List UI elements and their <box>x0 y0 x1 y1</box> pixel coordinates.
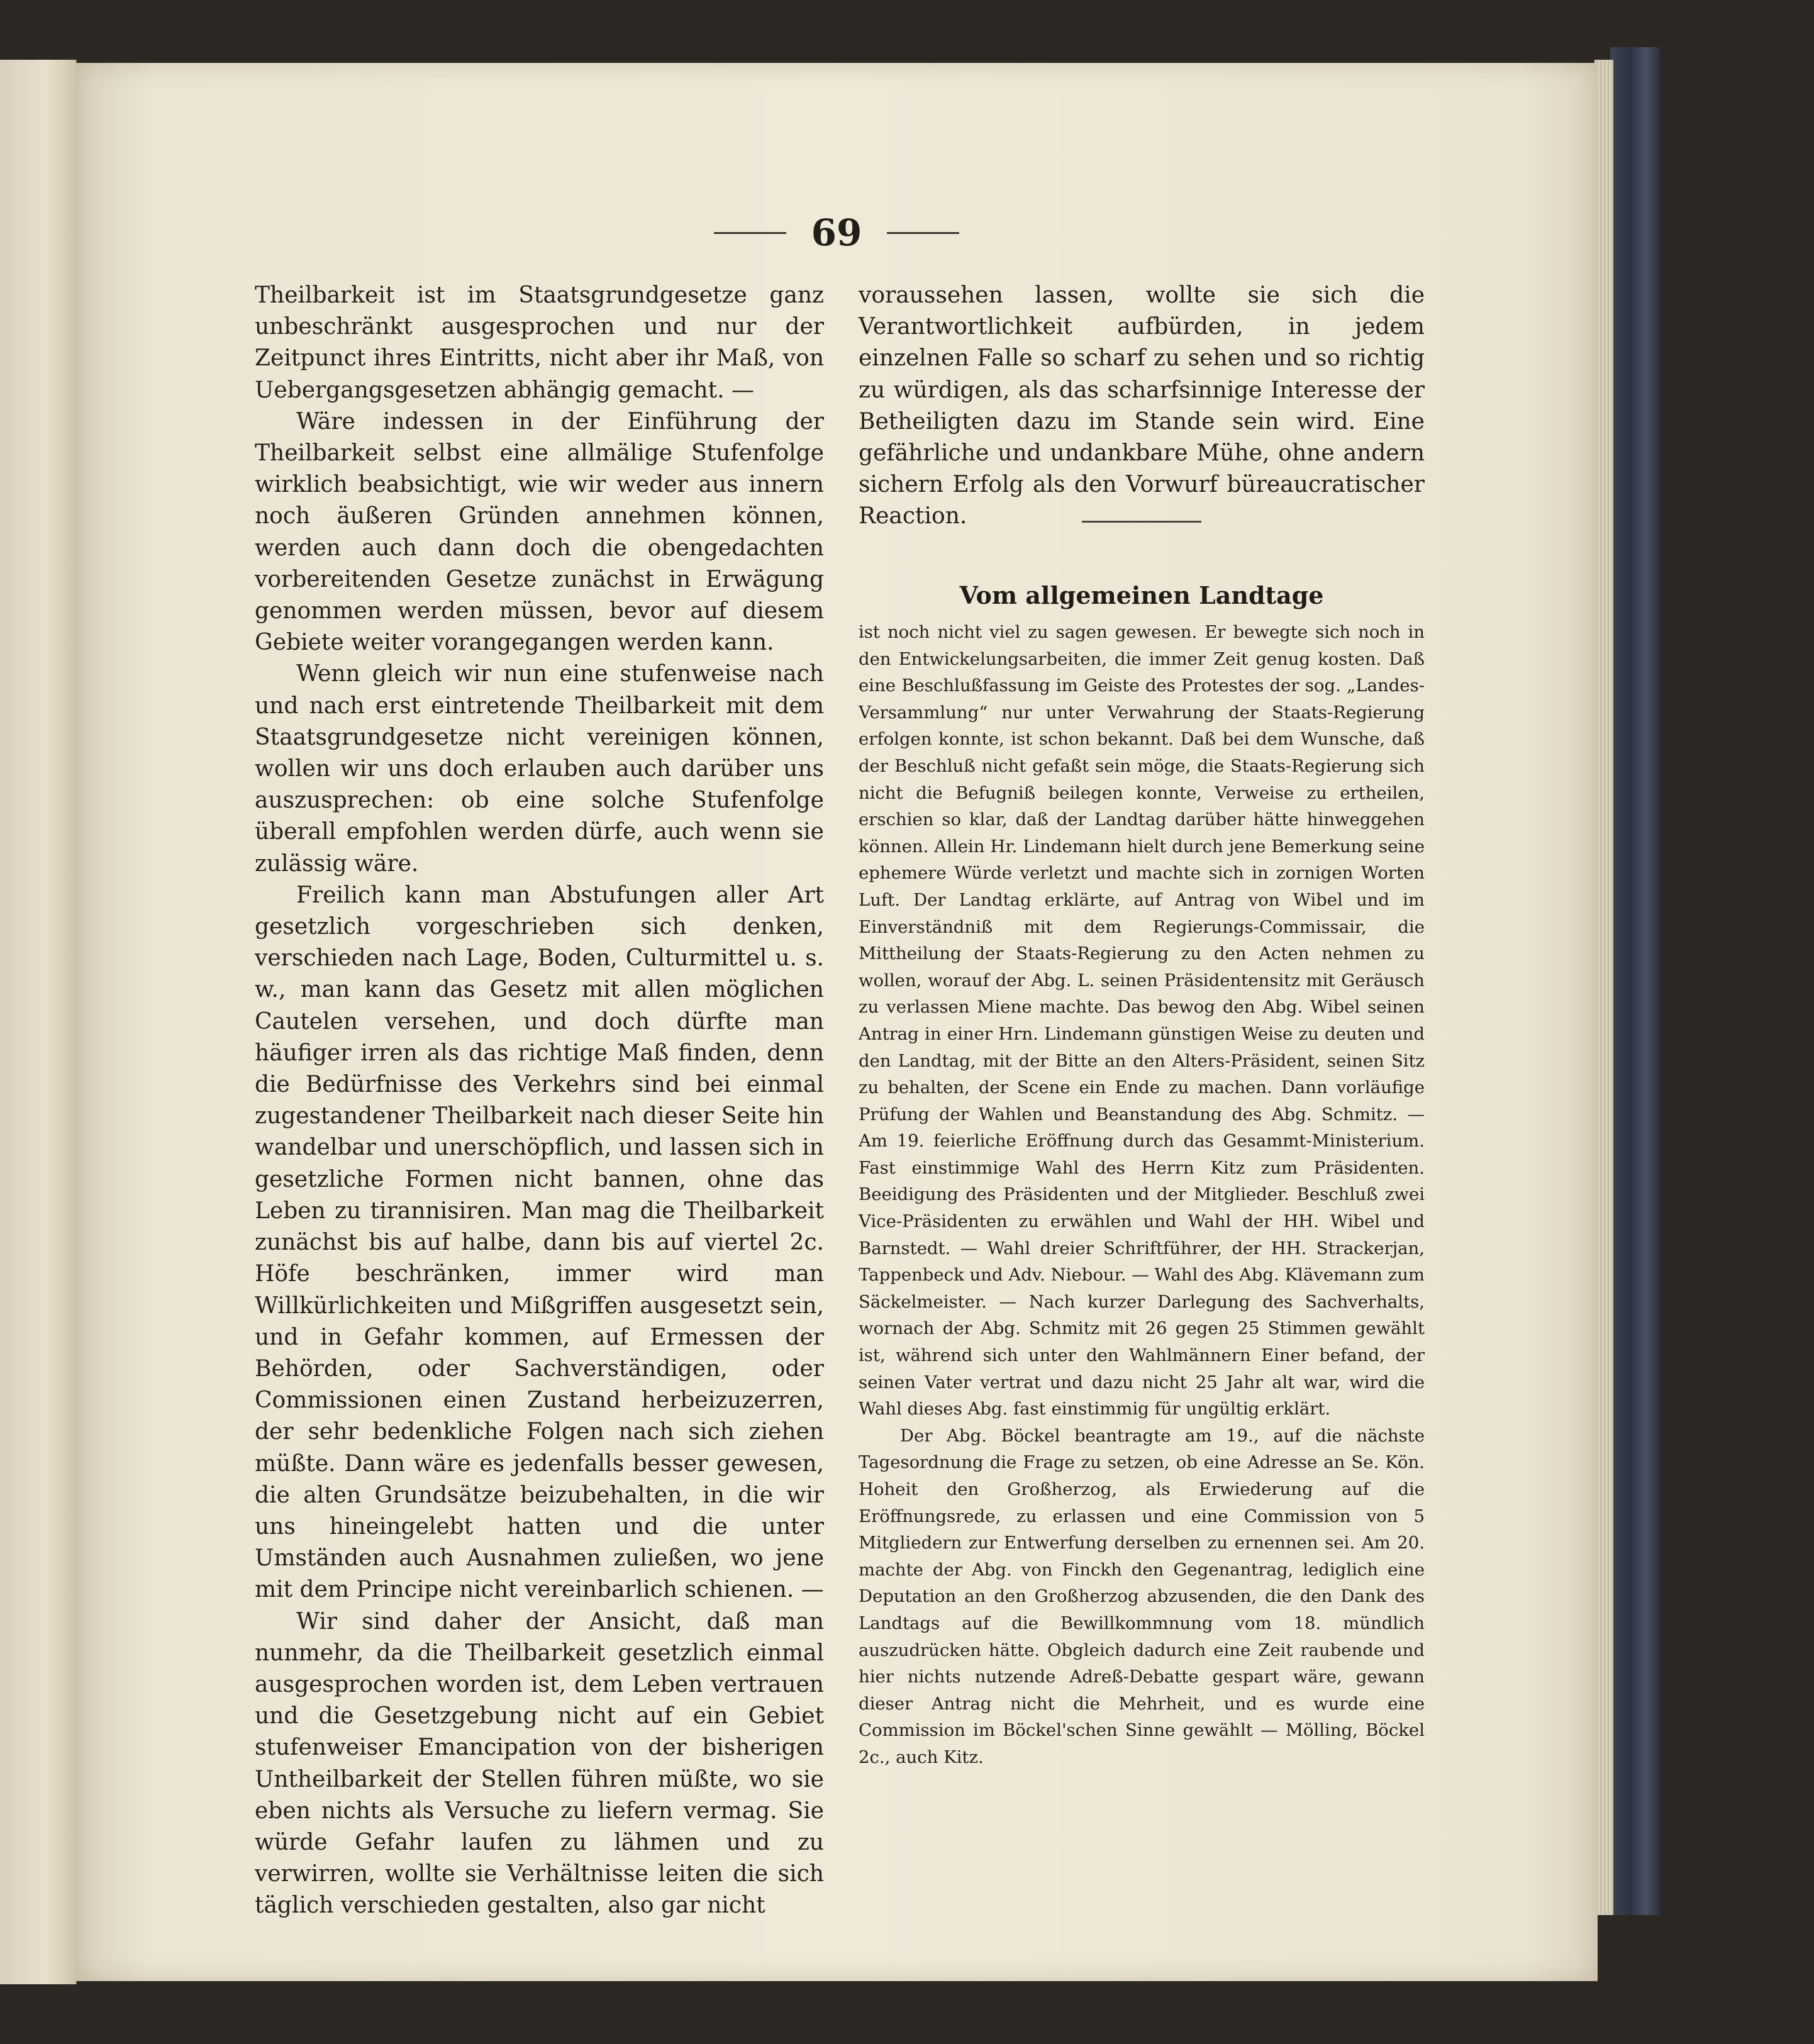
book-cover-edge <box>1610 47 1661 1915</box>
page-number: 69 <box>811 211 862 254</box>
section-title: Vom allgemeinen Landtage <box>959 581 1324 609</box>
page-header <box>686 208 988 258</box>
right-column-top <box>859 280 1425 533</box>
paragraph: Wäre indessen in der Einführung der Theilbarkeit selbst eine allmälige Stufenfolge wirklich beabsichtigt, wie wir weder aus innern noch äußeren Gründen annehmen können, werden auch dann doch die obengedachten vorbereitenden Gesetze zunächst in Erwägung genommen werden müssen, bevor auf diesem Gebiete weiter vorangegangen werden kann. <box>255 408 824 656</box>
right-column-bottom <box>859 579 1425 1771</box>
paragraph: ist noch nicht viel zu sagen gewesen. Er bewegte sich noch in den Entwickelungsarbeiten, die immer Zeit genug kosten. Daß eine Beschlußfassung im Geiste des Protestes der sog. „Landes-Versammlung“ nur unter Verwahrung der Staats-Regierung erfolgen konnte, ist schon bekannt. Daß bei dem Wunsche, daß der Beschluß nicht gefaßt sein möge, die Staats-Regierung sich nicht die Befugniß beilegen konnte, Verweise zu ertheilen, erschien so klar, daß der Landtag darüber hätte hinweggehen können. Allein Hr. Lindemann hielt durch jene Bemerkung seine ephemere Würde verletzt und machte sich in zornigen Worten Luft. Der Landtag erklärte, auf Antrag von Wibel und im Einverständniß mit dem Regierungs-Commissair, die Mittheilung der Staats-Regierung zu den Acten nehmen zu wollen, worauf der Abg. L. seinen Präsidentensitz mit Geräusch zu verlassen Miene machte. Das bewog den Abg. Wibel seinen Antrag in einer Hrn. Lindemann günstigen Weise zu deuten und den Landtag, mit der Bitte an den Alters-Präsident, seinen Sitz zu behalten, der Scene ein Ende zu machen. Dann vorläufige Prüfung der Wahlen und Beanstandung des Abg. Schmitz. — Am 19. feierliche Eröffnung durch das Gesammt-Ministerium. Fast einstimmige Wahl des Herrn Kitz zum Präsidenten. Beeidigung des Präsidenten und der Mitglieder. Beschluß zwei Vice-Präsidenten zu erwählen und Wahl der HH. Wibel und Barnstedt. — Wahl dreier Schriftführer, der HH. Strackerjan, Tappenbeck und Adv. Niebour. — Wahl des Abg. Klävemann zum Säckelmeister. — Nach kurzer Darlegung des Sachverhalts, wornach der Abg. Schmitz mit 26 gegen 25 Stimmen gewählt ist, während sich unter den Wahlmännern Einer befand, der seinen Vater vertrat und dazu nicht 25 Jahr alt war, wird die Wahl dieses Abg. fast einstimmig für ungültig erklärt. <box>859 622 1425 1419</box>
paragraph: Theilbarkeit ist im Staatsgrundgesetze ganz unbeschränkt ausgesprochen und nur der Zeitpunct ihres Eintritts, nicht aber ihr Maß, von Uebergangsgesetzen abhängig gemacht. — <box>255 282 824 403</box>
paragraph: voraussehen lassen, wollte sie sich die Verantwortlichkeit aufbürden, in jedem einzelnen Falle so scharf zu sehen und so richtig zu würdigen, als das scharfsinnige Interesse der Betheiligten dazu im Stande sein wird. Eine gefährliche und undankbare Mühe, ohne andern sichern Erfolg als den Vorwurf büreaucratischer Reaction. <box>859 282 1425 530</box>
paragraph: Wenn gleich wir nun eine stufenweise nach und nach erst eintretende Theilbarkeit mit dem Staatsgrundgesetze nicht vereinigen können, wollen wir uns doch erlauben auch darüber uns auszusprechen: ob eine solche Stufenfolge überall empfohlen werden dürfe, auch wenn sie zulässig wäre. <box>255 661 824 877</box>
left-page-edge <box>0 60 77 1984</box>
paragraph: Freilich kann man Abstufungen aller Art gesetzlich vorgeschrieben sich denken, verschieden nach Lage, Boden, Culturmittel u. s. w., man kann das Gesetz mit allen möglichen Cautelen versehen, und doch dürfte man häufiger irren als das richtige Maß finden, denn die Bedürfnisse des Verkehrs sind bei einmal zugestandener Theilbarkeit nach dieser Seite hin wandelbar und unerschöpflich, und lassen sich in gesetzliche Formen nicht bannen, ohne das Leben zu tirannisiren. Man mag die Theilbarkeit zunächst bis auf halbe, dann bis auf viertel 2c. Höfe beschränken, immer wird man Willkürlichkeiten und Mißgriffen ausgesetzt sein, und in Gefahr kommen, auf Ermessen der Behörden, oder Sachverständigen, oder Commissionen einen Zustand herbeizuzerren, der sehr bedenkliche Folgen nach sich ziehen müßte. Dann wäre es jedenfalls besser gewesen, die alten Grundsätze beizubehalten, in die wir uns hineingelebt hatten und die unter Umständen auch Ausnahmen zuließen, wo jene mit dem Principe nicht vereinbarlich schienen. — <box>255 882 824 1603</box>
paragraph: Wir sind daher der Ansicht, daß man nunmehr, da die Theilbarkeit gesetzlich einmal ausgesprochen worden ist, dem Leben vertrauen und die Gesetzgebung nicht auf ein Gebiet stufenweiser Emancipation von der bisherigen Untheilbarkeit der Stellen führen müßte, wo sie eben nichts als Versuche zu liefern vermag. Sie würde Gefahr laufen zu lähmen und zu verwirren, wollte sie Verhältnisse leiten die sich täglich verschieden gestalten, also gar nicht <box>255 1608 824 1919</box>
paragraph: Der Abg. Böckel beantragte am 19., auf die nächste Tagesordnung die Frage zu setzen, ob eine Adresse an Se. Kön. Hoheit den Großherzog, als Erwiederung auf die Eröffnungsrede, zu erlassen und eine Commission von 5 Mitgliedern zur Entwerfung derselben zu ernennen sei. Am 20. machte der Abg. von Finckh den Gegenantrag, lediglich eine Deputation an den Großherzog abzusenden, die den Dank des Landtags auf die Bewillkommnung vom 18. mündlich auszudrücken hätte. Obgleich dadurch eine Zeit raubende und hier nichts nutzende Adreß-Debatte gespart wäre, gewann dieser Antrag nicht die Mehrheit, und es wurde eine Commission im Böckel'schen Sinne gewählt — Mölling, Böckel 2c., auch Kitz. <box>859 1425 1425 1767</box>
header-rule-right <box>887 232 959 234</box>
header-rule-left <box>714 232 786 234</box>
left-column <box>255 280 824 1922</box>
section-divider <box>1082 521 1201 523</box>
